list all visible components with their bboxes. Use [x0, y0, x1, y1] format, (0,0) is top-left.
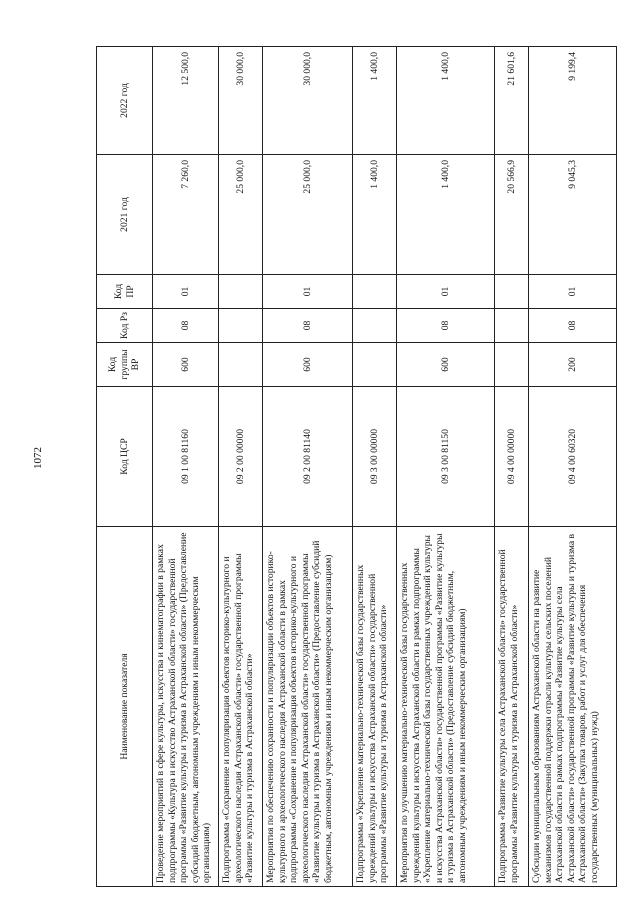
table-row [263, 47, 353, 887]
row-vr [353, 343, 397, 387]
budget-table [96, 46, 617, 887]
row-name: Субсидии муниципальным образованиям Астраханской области на развитие механизмов государственной поддержки отрасли культуры сельских поселений Астраханской области в рамках подпрограммы «Развитие культуры села Астраханской области» государственной программы «Развитие культуры и туризма в Астраханской области» (Закупка товаров, работ и услуг для обеспечения государственных (муниципальных) нужд) [529, 527, 617, 887]
header-2022: 2022 год [97, 47, 153, 155]
row-rz [495, 309, 529, 343]
row-2021: 7 260,0 [153, 155, 219, 275]
row-csr: 09 4 00 00000 [495, 387, 529, 527]
row-name: Мероприятия по улучшению материально-технической базы государственных учреждений культуры и искусства Астраханской области в рамках подпрограммы «Укрепление материально-технической базы государственных учреждений культуры и искусства Астраханской области» государственной программы «Развитие культуры и туризма в Астраханской области» (Предоставление субсидий бюджетным, автономным учреждениям и иным некоммерческим организациям) [397, 527, 495, 887]
row-name: Проведение мероприятий в сфере культуры, искусства и кинематографии в рамках подпрограммы «Культура и искусство Астраханской области» государственной программы «Развитие культуры и туризма в Астраханской области» (Предоставление субсидий бюджетным, автономным учреждениям и иным некоммерческим организациям) [153, 527, 219, 887]
header-pr: Код ПР [97, 275, 153, 309]
row-vr [219, 343, 263, 387]
row-2021: 25 000,0 [219, 155, 263, 275]
row-2021: 9 045,3 [529, 155, 617, 275]
row-rz [219, 309, 263, 343]
row-2022: 1 400,0 [397, 47, 495, 155]
page-number: 1072 [32, 447, 44, 469]
table-row [353, 47, 397, 887]
row-csr: 09 2 00 00000 [219, 387, 263, 527]
row-2022: 30 000,0 [263, 47, 353, 155]
row-vr: 600 [263, 343, 353, 387]
row-vr: 600 [397, 343, 495, 387]
table-row [153, 47, 219, 887]
table-row [397, 47, 495, 887]
row-pr [353, 275, 397, 309]
row-2021: 20 566,9 [495, 155, 529, 275]
row-rz [353, 309, 397, 343]
header-row [97, 47, 153, 887]
budget-table-container [96, 47, 616, 887]
row-2022: 12 500,0 [153, 47, 219, 155]
row-rz: 08 [153, 309, 219, 343]
row-name: Мероприятия по обеспечению сохранности и популяризации объектов историко-культурного и археологического наследия Астраханской области в рамках подпрограммы «Сохранение и популяризация объектов историко-культурного и археологического наследия Астраханской области» государственной программы «Развитие культуры и туризма в Астраханской области» (Предоставление субсидий бюджетным, автономным учреждениям и иным некоммерческим организациям) [263, 527, 353, 887]
row-name: Подпрограмма «Укрепление материально-технической базы государственных учреждений культуры и искусства Астраханской области» государственной программы «Развитие культуры и туризма в Астраханской области» [353, 527, 397, 887]
row-pr: 01 [397, 275, 495, 309]
row-rz: 08 [263, 309, 353, 343]
row-pr: 01 [529, 275, 617, 309]
row-vr: 600 [153, 343, 219, 387]
header-csr: Код ЦСР [97, 387, 153, 527]
header-rz: Код Рз [97, 309, 153, 343]
row-2021: 1 400,0 [353, 155, 397, 275]
row-name: Подпрограмма «Развитие культуры села Астраханской области» государственной программы «Развитие культуры и туризма в Астраханской области» [495, 527, 529, 887]
header-vr: Код группы ВР [97, 343, 153, 387]
table-row [529, 47, 617, 887]
header-name: Наименование показателя [97, 527, 153, 887]
row-csr: 09 3 00 00000 [353, 387, 397, 527]
row-vr [495, 343, 529, 387]
row-2021: 1 400,0 [397, 155, 495, 275]
row-rz: 08 [529, 309, 617, 343]
row-csr: 09 1 00 81160 [153, 387, 219, 527]
row-pr: 01 [263, 275, 353, 309]
header-2021: 2021 год [97, 155, 153, 275]
row-2022: 30 000,0 [219, 47, 263, 155]
row-pr [495, 275, 529, 309]
row-2022: 9 199,4 [529, 47, 617, 155]
row-csr: 09 3 00 81150 [397, 387, 495, 527]
row-name: Подпрограмма «Сохранение и популяризация объектов историко-культурного и археологического наследия Астраханской области» государственной программы «Развитие культуры и туризма в Астраханской области» [219, 527, 263, 887]
row-pr: 01 [153, 275, 219, 309]
row-2022: 1 400,0 [353, 47, 397, 155]
row-2022: 21 601,6 [495, 47, 529, 155]
row-pr [219, 275, 263, 309]
row-rz: 08 [397, 309, 495, 343]
table-row [219, 47, 263, 887]
row-csr: 09 2 00 81140 [263, 387, 353, 527]
row-vr: 200 [529, 343, 617, 387]
row-2021: 25 000,0 [263, 155, 353, 275]
table-row [495, 47, 529, 887]
row-csr: 09 4 00 60320 [529, 387, 617, 527]
